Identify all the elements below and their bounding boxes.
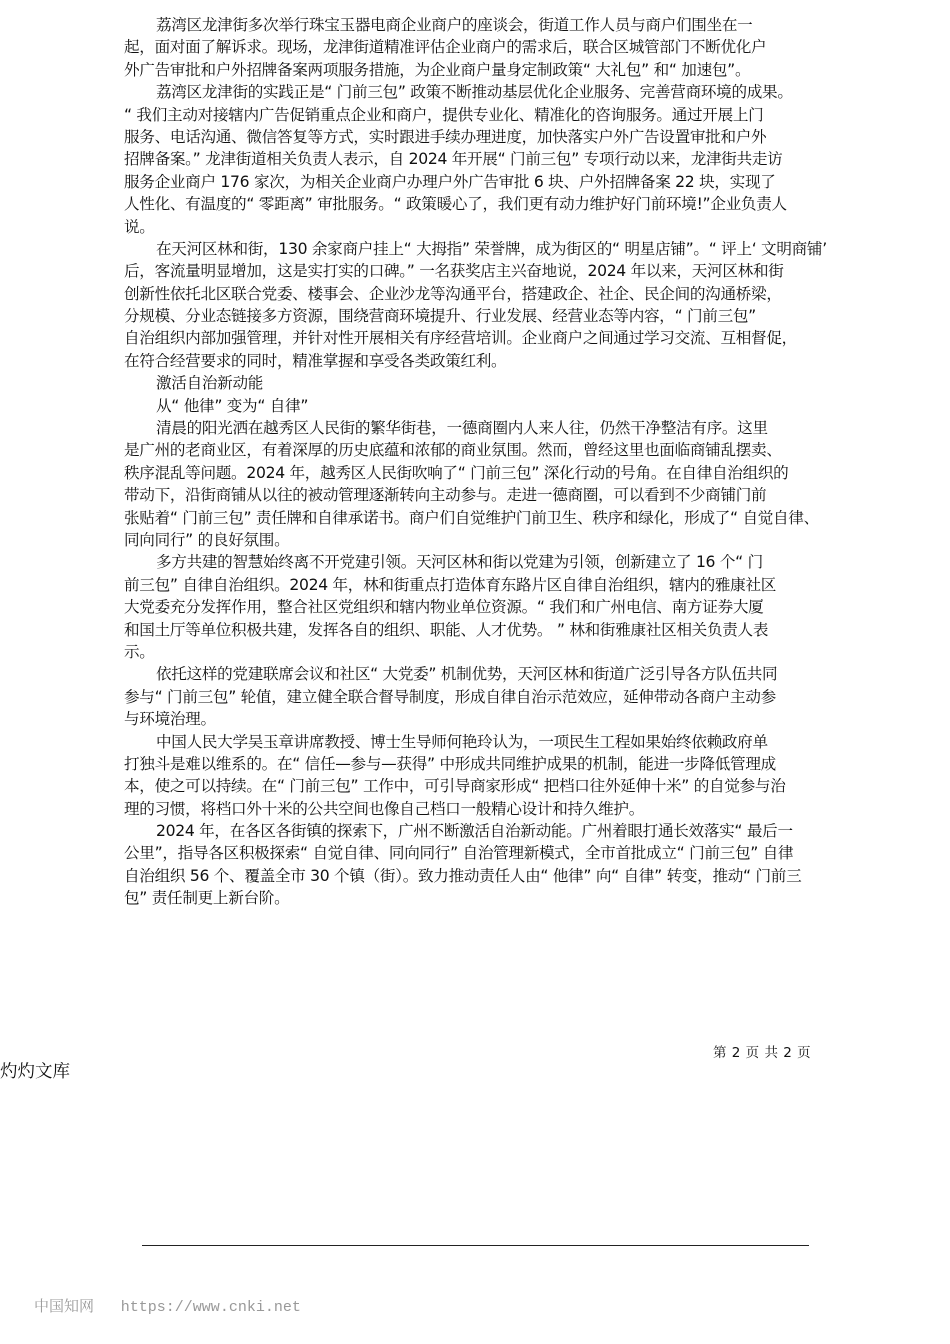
text-line: 分规模、分业态链接多方资源，围绕营商环境提升、行业发展、经营业态等内容，“ 门前三包” (124, 307, 756, 326)
text-line: 从“ 他律” 变为“ 自律” (156, 396, 309, 415)
text-line: 激活自治新动能 (156, 374, 264, 393)
text-line: 中国人民大学吴玉章讲席教授、博士生导师何艳玲认为，一项民生工程如果始终依赖政府单 (156, 732, 768, 751)
text-line: 招牌备案。” 龙津街道相关负责人表示，自 2024 年开展“ 门前三包” 专项行动以来，龙津街共走访 (124, 150, 783, 169)
text-line: 包” 责任制更上新台阶。 (124, 889, 290, 908)
text-line: 创新性依托北区联合党委、楼事会、企业沙龙等沟通平台，搭建政企、社企、民企间的沟通桥梁， (124, 284, 782, 303)
text-line: 荔湾区龙津街的实践正是“ 门前三包” 政策不断推动基层优化企业服务、完善营商环境的成果。 (156, 83, 793, 102)
text-line: 公里”，指导各区积极探索“ 自觉自律、同向同行” 自治管理新模式，全市首批成立“ 门前三包” 自律 (124, 844, 794, 863)
footer-divider (142, 1245, 809, 1246)
text-line: 前三包” 自律自治组织。2024 年，林和街重点打造体育东路片区自律自治组织，辖内的雅康社区 (124, 575, 777, 594)
footer-site-name: 中国知网 (34, 1297, 95, 1315)
text-line: 是广州的老商业区，有着深厚的历史底蕴和浓郁的商业氛围。然而，曾经这里也面临商铺乱摆卖、 (124, 441, 782, 460)
page-number: 第 2 页 共 2 页 (713, 1045, 812, 1061)
text-line: 清晨的阳光洒在越秀区人民街的繁华街巷，一德商圈内人来人往，仍然干净整洁有序。这里 (156, 419, 768, 438)
text-line: 自治组织内部加强管理，并针对性开展相关有序经营培训。企业商户之间通过学习交流、互相督促， (124, 329, 797, 348)
text-line: 秩序混乱等问题。2024 年，越秀区人民街吹响了“ 门前三包” 深化行动的号角。在自律自治组织的 (124, 463, 789, 482)
text-line: 理的习惯，将档口外十米的公共空间也像自己档口一般精心设计和持久维护。 (124, 799, 644, 818)
text-line: 大党委充分发挥作用，整合社区党组织和辖内物业单位资源。“ 我们和广州电信、南方证券大厦 (124, 598, 764, 617)
footer (34, 1295, 301, 1316)
footer-url-link[interactable]: https://www.cnki.net (120, 1299, 301, 1316)
text-line: 说。 (124, 217, 155, 236)
text-line: 张贴着“ 门前三包” 责任牌和自律承诺书。商户们自觉维护门前卫生、秩序和绿化，形成了“ 自觉自律、 (124, 508, 819, 527)
text-line: 带动下，沿街商铺从以往的被动管理逐渐转向主动参与。走进一德商圈，可以看到不少商铺门前 (124, 486, 767, 505)
text-line: 和国土厅等单位积极共建，发挥各自的组织、职能、人才优势。 ” 林和街雅康社区相关负责人表 (124, 620, 769, 639)
text-line: 与环境治理。 (124, 710, 216, 729)
library-name: 灼灼文库 (0, 1062, 70, 1082)
text-line: 人性化、有温度的“ 零距离” 审批服务。“ 政策暖心了，我们更有动力维护好门前环境!”企业负责人 (124, 195, 787, 214)
text-line: 自治组织 56 个、覆盖全市 30 个镇（街）。致力推动责任人由“ 他律” 向“ 自律” 转变，推动“ 门前三 (124, 866, 802, 885)
text-line: 后，客流量明显增加，这是实打实的口碑。” 一名获奖店主兴奋地说，2024 年以来，天河区林和街 (124, 262, 784, 281)
text-line: “ 我们主动对接辖内广告促销重点企业和商户，提供专业化、精准化的咨询服务。通过开展上门 (124, 105, 764, 124)
text-line: 2024 年，在各区各街镇的探索下，广州不断激活自治新动能。广州着眼打通长效落实“ 最后一 (156, 822, 793, 841)
text-line: 多方共建的智慧始终离不开党建引领。天河区林和街以党建为引领，创新建立了 16 个“ 门 (156, 553, 763, 572)
text-line: 外广告审批和户外招牌备案两项服务措施，为企业商户量身定制政策“ 大礼包” 和“ 加速包”。 (124, 60, 751, 79)
text-line: 打独斗是难以维系的。在“ 信任—参与—获得” 中形成共同维护成果的机制，能进一步降低管理成 (124, 754, 776, 773)
text-line: 在天河区林和街，130 余家商户挂上“ 大拇指” 荣誉牌，成为街区的“ 明星店铺”。“ 评上‘ 文明商铺’ (156, 239, 827, 258)
text-line: 荔湾区龙津街多次举行珠宝玉器电商企业商户的座谈会，街道工作人员与商户们围坐在一 (156, 16, 753, 34)
text-line: 服务、电话沟通、微信答复等方式，实时跟进手续办理进度，加快落实户外广告设置审批和户外 (124, 127, 767, 146)
text-line: 同向同行” 的良好氛围。 (124, 530, 290, 549)
text-line: 依托这样的党建联席会议和社区“ 大党委” 机制优势，天河区林和街道广泛引导各方队伍共同 (156, 665, 778, 684)
text-line: 示。 (124, 642, 155, 661)
text-line: 本，使之可以持续。在“ 门前三包” 工作中，可引导商家形成“ 把档口往外延伸十米” 的自觉参与治 (124, 777, 786, 796)
text-line: 起，面对面了解诉求。现场，龙津街道精准评估企业商户的需求后，联合区城管部门不断优化户 (124, 38, 767, 57)
text-line: 参与“ 门前三包” 轮值，建立健全联合督导制度，形成自律自治示范效应，延伸带动各商户主动参 (124, 687, 776, 706)
text-line: 服务企业商户 176 家次，为相关企业商户办理户外广告审批 6 块、户外招牌备案 22 块，实现了 (124, 172, 776, 191)
text-line: 在符合经营要求的同时，精准掌握和享受各类政策红利。 (124, 351, 507, 370)
article-body (124, 14, 850, 910)
